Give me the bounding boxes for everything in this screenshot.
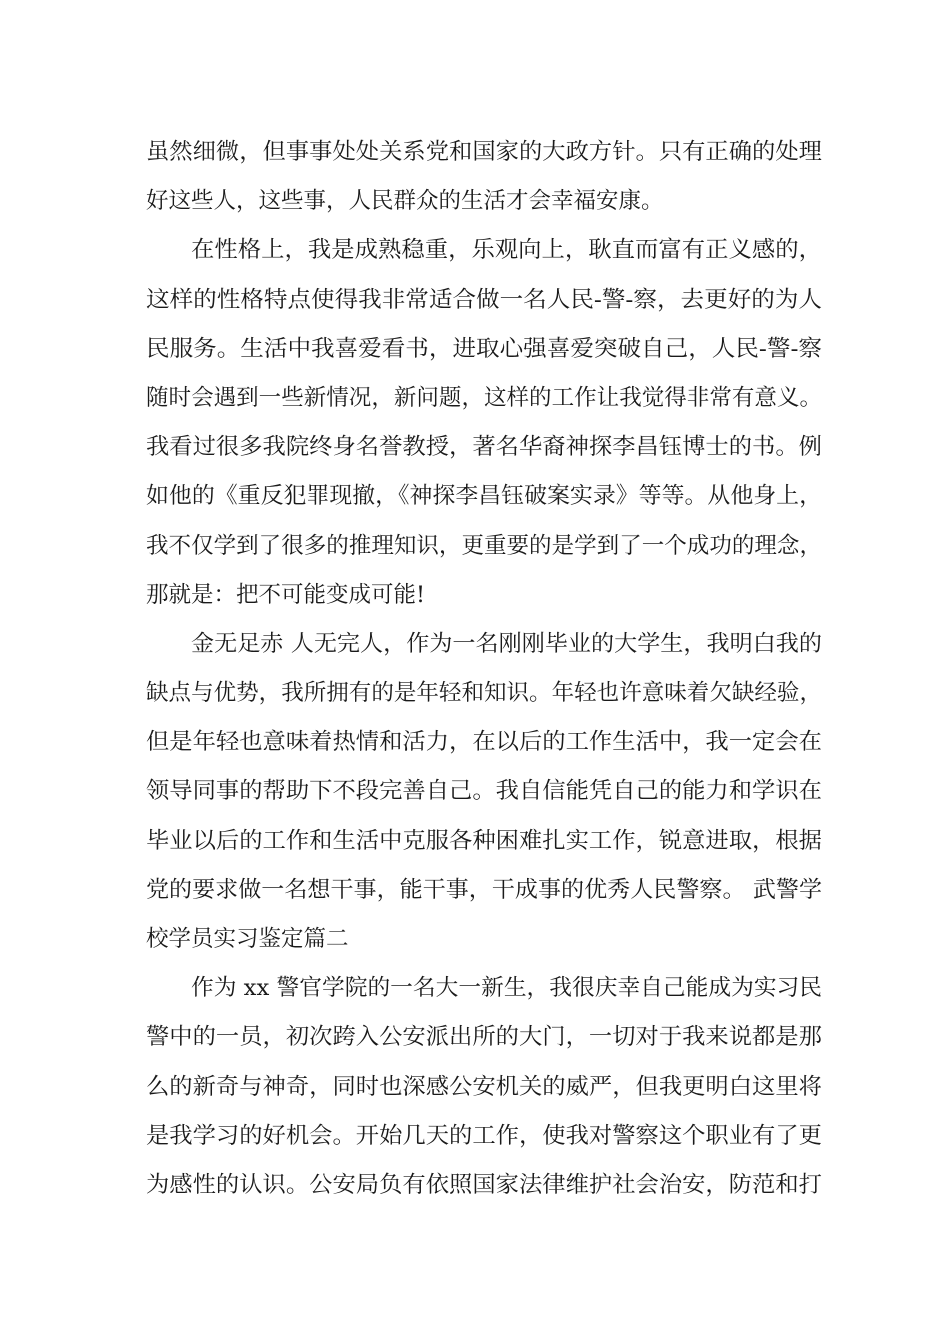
text-line: 但是年轻也意味着热情和活力，在以后的工作生活中，我一定会在 [146, 729, 822, 756]
text-line: 缺点与优势，我所拥有的是年轻和知识。年轻也许意味着欠缺经验， [146, 680, 822, 707]
text-line: 民服务。生活中我喜爱看书，进取心强喜爱突破自己，人民-警-察 [146, 335, 822, 362]
text-line: 那就是：把不可能变成可能! [146, 581, 426, 608]
text-line: 好这些人，这些事，人民群众的生活才会幸福安康。 [146, 188, 664, 215]
text-line: 领导同事的帮助下不段完善自己。我自信能凭自己的能力和学识在 [146, 778, 822, 805]
text-line: 党的要求做一名想干事，能干事，干成事的优秀人民警察。 武警学 [146, 876, 823, 903]
text-line: 虽然细微，但事事处处关系党和国家的大政方针。只有正确的处理 [146, 139, 822, 165]
text-line: 么的新奇与神奇，同时也深感公安机关的威严，但我更明白这里将 [146, 1073, 822, 1100]
text-line: 随时会遇到一些新情况，新问题，这样的工作让我觉得非常有意义。 [146, 384, 822, 411]
text-line: 这样的性格特点使得我非常适合做一名人民-警-察，去更好的为人 [146, 286, 822, 313]
text-line: 在性格上，我是成熟稳重，乐观向上，耿直而富有正义感的， [191, 237, 822, 264]
text-line: 作为 xx 警官学院的一名大一新生，我很庆幸自己能成为实习民 [191, 975, 822, 1002]
text-line: 我看过很多我院终身名誉教授，著名华裔神探李昌钰博士的书。例 [146, 434, 822, 461]
text-line: 毕业以后的工作和生活中克服各种困难扎实工作，锐意进取，根据 [146, 827, 822, 854]
body-text [146, 128, 822, 1210]
text-line: 如他的《重反犯罪现撤，《神探李昌钰破案实录》等等。从他身上， [146, 483, 822, 510]
text-line: 金无足赤 人无完人，作为一名刚刚毕业的大学生，我明白我的 [191, 630, 822, 657]
text-line: 校学员实习鉴定篇二 [146, 926, 349, 952]
text-line: 警中的一员，初次跨入公安派出所的大门，一切对于我来说都是那 [146, 1024, 822, 1051]
text-line: 是我学习的好机会。开始几天的工作，使我对警察这个职业有了更 [146, 1122, 822, 1149]
text-line: 为感性的认识。公安局负有依照国家法律维护社会治安，防范和打 [146, 1171, 822, 1198]
text-line: 我不仅学到了很多的推理知识，更重要的是学到了一个成功的理念， [146, 532, 822, 559]
